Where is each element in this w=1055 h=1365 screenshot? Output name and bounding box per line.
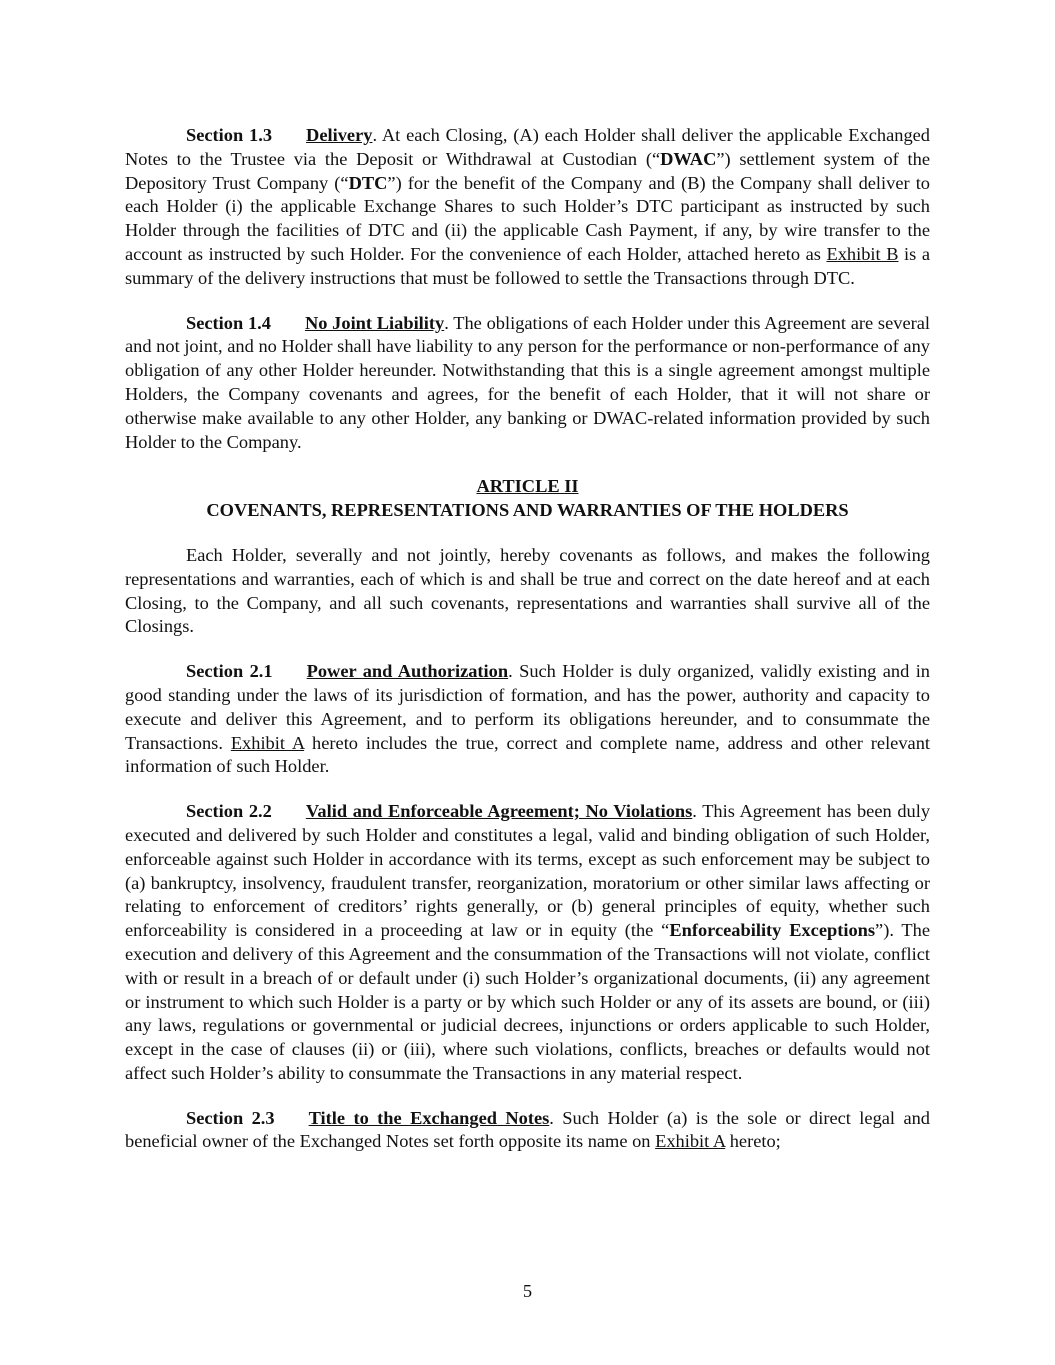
page-number: 5 [522, 1281, 533, 1301]
section-number: Section 1.3 [186, 125, 273, 145]
exhibit-a-reference: Exhibit A [230, 732, 305, 753]
section-title: Valid and Enforceable Agreement; No Violations [305, 801, 693, 822]
section-number: Section 2.1 [186, 661, 273, 682]
section-text: is a summary of the delivery instructions that must be followed to settle the Transactions through DTC. [125, 243, 931, 288]
section-title: Power and Authorization [306, 661, 509, 682]
section-number: Section 2.3 [186, 1107, 275, 1128]
section-2-2-paragraph [125, 800, 930, 1086]
section-2-3-paragraph [125, 1107, 930, 1155]
section-text: ”). The execution and delivery of this Agreement and the consummation of the Transactions will not violate, conflict with or result in a breach of or default under (i) such Holder’s organizational documents, (ii) any agreement or instrument to which such Holder is a party or by which such Holder or any of its assets are bound, or (iii) any laws, regulations or governmental or judicial decrees, injunctions or orders applicable to such Holder, except in the case of clauses (ii) or (iii), where such violations, conflicts, breaches or defaults would not affect such Holder’s ability to consummate the Transactions in any material respect. [125, 920, 931, 1083]
exhibit-b-reference: Exhibit B [826, 243, 899, 264]
section-text: . At each Closing, (A) each Holder shall deliver the applicable Exchanged Notes to the Trustee via the Deposit or Withdrawal at Custodian (“ [125, 125, 930, 169]
section-text: . The obligations of each Holder under this Agreement are several and not joint, and no Holder shall have liability to any person for the performance or non-performance of any obligation of any other Holder hereunder. Notwithstanding that this is a single agreement amongst multiple Holders, the Company covenants and agrees, for the benefit of each Holder, that it will not share or otherwise make available to any other Holder, any banking or DWAC-related information provided by such Holder to the Company. [125, 312, 931, 452]
section-title: Delivery [306, 125, 373, 145]
section-text: . This Agreement has been duly executed and delivered by such Holder and constitutes a legal, valid and binding obligation of such Holder, enforceable against such Holder in accordance with its terms, except as such enforcement may be subject to (a) bankruptcy, insolvency, fraudulent transfer, reorganization, moratorium or other similar laws affecting or relating to enforcement of creditors’ rights generally, or (b) general principles of equity, whether such enforceability is considered in a proceeding at law or in equity (the “ [125, 801, 931, 941]
section-text: . Such Holder (a) is the sole or direct legal and beneficial owner of the Exchanged Notes set forth opposite its name on [125, 1107, 931, 1152]
section-number: Section 1.4 [186, 312, 271, 333]
section-text: ”) settlement system of the Depository Trust Company (“ [125, 148, 930, 193]
defined-term-enforceability-exceptions: Enforceability Exceptions [669, 920, 876, 941]
section-2-1-paragraph [125, 660, 930, 779]
defined-term-dtc: DTC [348, 172, 388, 193]
section-text: ”) for the benefit of the Company and (B) the Company shall deliver to each Holder (i) the applicable Exchange Shares to such Holder’s DTC participant as instructed by such Holder through the facilities of DTC and (ii) the applicable Cash Payment, if any, by wire transfer to the account as instructed by such Holder. For the convenience of each Holder, attached hereto as [125, 172, 930, 264]
article-intro-paragraph: Each Holder, severally and not jointly, hereby covenants as follows, and makes the following representations and warranties, each of which is and shall be true and correct on the date hereof and at each Closing, to the Company, and all such covenants, representations and warranties shall survive all of the Closings. [125, 544, 930, 637]
exhibit-a-reference: Exhibit A [655, 1131, 726, 1152]
page-content [125, 124, 930, 1175]
section-text: . Such Holder is duly organized, validly existing and in good standing under the laws of its jurisdiction of formation, and has the power, authority and capacity to execute and deliver this Agreement, and to perform its obligations hereunder, and to consummate the Transactions. [125, 661, 931, 753]
section-text: hereto; [725, 1131, 781, 1152]
article-title: COVENANTS, REPRESENTATIONS AND WARRANTIES OF THE HOLDERS [206, 500, 849, 521]
article-number: ARTICLE II [476, 476, 579, 497]
section-1-4-paragraph [125, 312, 930, 455]
section-number: Section 2.2 [186, 801, 272, 822]
section-title: No Joint Liability [304, 312, 445, 333]
section-text: hereto includes the true, correct and complete name, address and other relevant information of such Holder. [125, 732, 931, 777]
section-1-3-paragraph [125, 124, 930, 291]
defined-term-dwac: DWAC [660, 148, 717, 169]
section-title: Title to the Exchanged Notes [308, 1107, 550, 1128]
article-heading [125, 475, 930, 523]
